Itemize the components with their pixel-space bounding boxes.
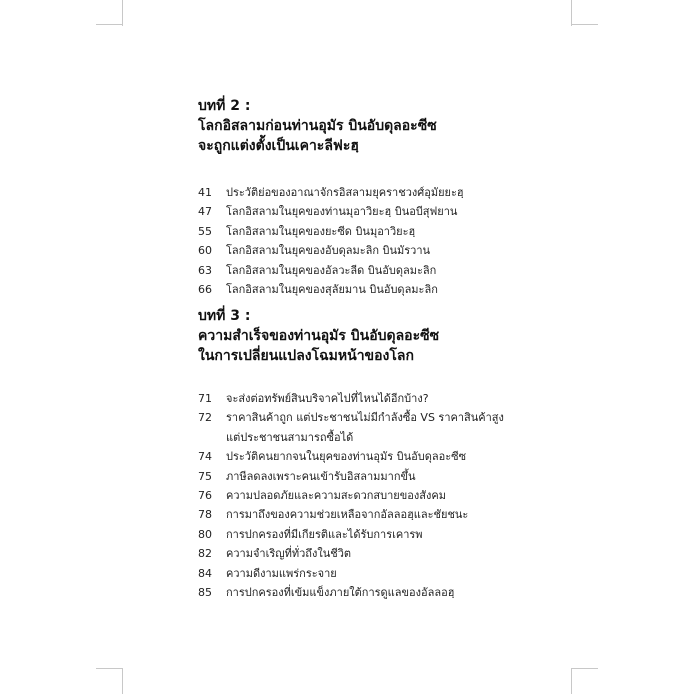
entry-title-line: จะส่งต่อทรัพย์สินบริจาคไปที่ไหนได้อีกบ้าง? xyxy=(226,392,429,405)
entry-title-line: โลกอิสลามในยุคของอับดุลมะลิก บินมัรวาน xyxy=(226,244,431,258)
crop-mark-top-right xyxy=(571,0,572,26)
page-number: 66 xyxy=(198,283,212,297)
page-number: 63 xyxy=(198,263,212,277)
toc-entry xyxy=(198,525,618,544)
page-number: 84 xyxy=(198,566,212,580)
entry-title xyxy=(226,505,618,524)
entry-title-line: ความดีงามแพร่กระจาย xyxy=(226,566,337,580)
toc-list xyxy=(198,183,618,299)
page-number: 85 xyxy=(198,586,212,600)
page-number: 60 xyxy=(198,244,212,258)
crop-mark-bottom-left-h xyxy=(96,668,122,669)
entry-title-line: ความจำเริญที่ทั่วถึงในชีวิต xyxy=(226,547,352,561)
entry-title xyxy=(226,241,618,260)
entry-title xyxy=(226,467,618,486)
toc-list xyxy=(198,389,618,602)
entry-title xyxy=(226,389,618,408)
toc-entry xyxy=(198,222,618,241)
chapter-number: บทที่ 3 : xyxy=(198,308,251,324)
crop-mark-bottom-right xyxy=(571,668,572,694)
page-number: 75 xyxy=(198,469,212,483)
crop-mark-top-left xyxy=(122,0,123,26)
toc-entry xyxy=(198,202,618,221)
entry-title-line: ราคาสินค้าถูก แต่ประชาชนไม่มีกำลังซื้อ VS ราคาสินค้าสูง xyxy=(226,411,504,425)
toc-entry xyxy=(198,583,618,602)
entry-title-line: ประวัติคนยากจนในยุคของท่านอุมัร บินอับดุลอะซีซ xyxy=(226,450,467,464)
toc-entry xyxy=(198,408,618,447)
entry-title xyxy=(226,486,618,505)
chapter-number: บทที่ 2 : xyxy=(198,98,251,114)
toc-entry xyxy=(198,467,618,486)
chapter-title-line-2: จะถูกแต่งตั้งเป็นเคาะลีฟะฮฺ xyxy=(198,138,359,154)
chapter-title-line-1: โลกอิสลามก่อนท่านอุมัร บินอับดุลอะซีซ xyxy=(198,118,437,134)
toc-entry xyxy=(198,261,618,280)
page-number: 71 xyxy=(198,392,212,405)
entry-title xyxy=(226,202,618,221)
entry-title-line: ภาษีลดลงเพราะคนเข้ารับอิสลามมากขึ้น xyxy=(226,469,416,483)
entry-title xyxy=(226,583,618,602)
entry-title xyxy=(226,408,618,447)
entry-title xyxy=(226,183,618,202)
entry-title xyxy=(226,544,618,563)
entry-title-line: โลกอิสลามในยุคของยะซีด บินมุอาวิยะฮฺ xyxy=(226,224,416,238)
entry-title xyxy=(226,525,618,544)
crop-mark-bottom-right-h xyxy=(572,668,598,669)
toc-entry xyxy=(198,505,618,524)
entry-title xyxy=(226,222,618,241)
chapter-heading xyxy=(198,306,618,366)
chapter-2 xyxy=(198,96,618,299)
entry-title-line: โลกอิสลามในยุคของอัลวะลีด บินอับดุลมะลิก xyxy=(226,263,437,277)
crop-mark-top-right-h xyxy=(572,24,598,25)
toc-entry xyxy=(198,183,618,202)
entry-title-line: โลกอิสลามในยุคของสุลัยมาน บินอับดุลมะลิก xyxy=(226,283,438,297)
page-number: 55 xyxy=(198,224,212,238)
page-number: 74 xyxy=(198,450,212,464)
page-number: 47 xyxy=(198,205,212,219)
toc-entry xyxy=(198,241,618,260)
page-number: 41 xyxy=(198,186,212,199)
page-number: 82 xyxy=(198,547,212,561)
chapter-title-line-1: ความสำเร็จของท่านอุมัร บินอับดุลอะซีซ xyxy=(198,328,440,344)
toc-entry xyxy=(198,486,618,505)
entry-title xyxy=(226,447,618,466)
crop-mark-top-left-h xyxy=(96,24,122,25)
entry-title xyxy=(226,564,618,583)
entry-title-line: การมาถึงของความช่วยเหลือจากอัลลอฮฺและชัยชนะ xyxy=(226,508,469,522)
entry-title-line: โลกอิสลามในยุคของท่านมุอาวิยะฮฺ บินอบีสุฟยาน xyxy=(226,205,458,219)
chapter-3 xyxy=(198,306,618,602)
page-number: 76 xyxy=(198,489,212,503)
chapter-heading xyxy=(198,96,618,156)
toc-entry xyxy=(198,564,618,583)
entry-title-line: ความปลอดภัยและความสะดวกสบายของสังคม xyxy=(226,489,446,503)
page-number: 78 xyxy=(198,508,212,522)
chapter-title-line-2: ในการเปลี่ยนแปลงโฉมหน้าของโลก xyxy=(198,348,414,364)
crop-mark-bottom-left xyxy=(122,668,123,694)
entry-title-line: แต่ประชาชนสามารถซื้อได้ xyxy=(226,430,354,444)
toc-entry xyxy=(198,447,618,466)
toc-entry xyxy=(198,280,618,299)
page-number: 80 xyxy=(198,527,212,541)
toc-entry xyxy=(198,389,618,408)
entry-title xyxy=(226,280,618,299)
entry-title-line: ประวัติย่อของอาณาจักรอิสลามยุคราชวงศ์อุมัยยะฮฺ xyxy=(226,186,464,199)
entry-title-line: การปกครองที่มีเกียรติและได้รับการเคารพ xyxy=(226,527,423,541)
entry-title-line: การปกครองที่เข้มแข็งภายใต้การดูแลของอัลลอฮฺ xyxy=(226,586,455,600)
entry-title xyxy=(226,261,618,280)
toc-entry xyxy=(198,544,618,563)
page-number: 72 xyxy=(198,411,212,425)
